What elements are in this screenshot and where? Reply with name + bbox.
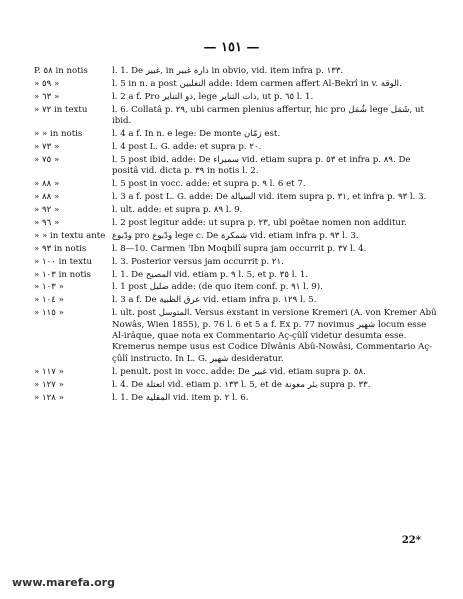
entry-reference: » ١٠٣ »: [34, 282, 64, 293]
corrigendum-entry: [34, 129, 439, 140]
entry-reference: » ٩٢ »: [34, 204, 60, 215]
entry-text: l. 5 in n. a post التغلبين adde: Idem carmen affert Al-Bekrî in v. الوقة.: [112, 78, 402, 89]
entry-reference: » ٧٣ »: [34, 141, 60, 152]
entry-reference: » ٨٨ »: [34, 179, 60, 190]
corrigendum-entry: [34, 270, 439, 281]
entry-reference: » ١٢٧ »: [34, 379, 64, 390]
entry-text: l. 4. De اتعتلة vid. etiam p. ١٣٣ l. 5, et de بئر معونة supra p. ٣٣.: [112, 379, 371, 390]
page-number: 22*: [401, 535, 421, 546]
corrigenda-list: [34, 66, 439, 405]
entry-reference: » ١١٥ »: [34, 308, 64, 319]
corrigendum-entry: [34, 367, 439, 378]
corrigendum-entry: [34, 393, 439, 404]
corrigendum-entry: [34, 192, 439, 203]
corrigendum-entry: [34, 231, 439, 242]
entry-reference: » ٩٣ in notis: [34, 243, 87, 254]
entry-text: l. 5 post in vocc. adde: et supra p. ٩ l. 6 et 7.: [112, 179, 306, 190]
entry-reference: » ٧٥ »: [34, 154, 60, 165]
corrigendum-entry: [34, 244, 439, 255]
footer-website: www.marefa.org: [12, 576, 115, 589]
entry-text: l. 1 post ضليل adde: (de quo item conf. p. ٩١ l. 9).: [112, 282, 323, 293]
corrigendum-entry: [34, 282, 439, 293]
entry-text: l. 5 post ibid. adde: De سميراء vid. etiam supra p. ٥٣ et infra p. ٨٩. De positâ vid. dicta p. ٣٩ in notis l. 2.: [112, 154, 411, 177]
corrigendum-entry: [34, 179, 439, 190]
entry-reference: » ٩٦ »: [34, 217, 60, 228]
page-header: — ١٥١ —: [203, 40, 260, 55]
entry-text: l. ult. adde: et supra p. ٨٩ l. 9.: [112, 204, 243, 215]
corrigendum-entry: [34, 380, 439, 391]
entry-reference: » ١١٧ »: [34, 366, 64, 377]
corrigendum-entry: [34, 105, 439, 128]
entry-text: l. ult. post المتوسل. Versus exstant in versione Kremeri (A. von Kremer Abû Nowâs, Wien 1855), p. 76 l. 6 et 5 a f. Ex p. 77 novimus شهير locum esse Al-irâque, quae nota ex Commentario Aç-çûlî videtur desumta esse. Kremerus nempe usus est Codice Dîwânis Abû-Nowâsi, Commentario Aç-çûlî instructo. In L. G. شهير desideratur.: [112, 308, 437, 364]
entry-reference: » ١٠٣ in notis: [34, 269, 91, 280]
entry-text: l. 1. De غبير, in ذارة غبير in obvio, vid. item infra p. ١٣٣.: [112, 66, 344, 76]
entry-reference: » ٨٨ »: [34, 192, 60, 203]
entry-reference: » ١٢٨ »: [34, 392, 64, 403]
entry-reference: » » in notis: [34, 129, 83, 140]
entry-reference: » ٦٣ »: [34, 91, 60, 102]
entry-reference: P. ٥٨ in notis: [34, 66, 88, 76]
corrigendum-entry: [34, 308, 439, 365]
corrigendum-entry: [34, 79, 439, 90]
entry-text: l. 8—10. Carmen 'Ibn Moqbilî supra jam occurrit p. ٣٧ l. 4.: [112, 243, 367, 254]
entry-text: l. 4 post L. G. adde: et supra p. ٢٠.: [112, 141, 262, 152]
entry-text: l. 3 a f. De عرق الظبية vid. etiam infra p. ١٢٩ l. 5.: [112, 295, 317, 306]
entry-text: l. 1. De المقلية vid. item p. ٢ l. 6.: [112, 392, 249, 403]
entry-reference: » ١٠٤ »: [34, 295, 64, 306]
corrigendum-entry: [34, 142, 439, 153]
entry-text: ودّبوع pro ودّبوع lege c. De شمكرة vid. etiam infra p. ٩٣ l. 3.: [112, 230, 359, 241]
entry-reference: » » in textu ante: [34, 230, 106, 241]
corrigendum-entry: [34, 218, 439, 229]
entry-text: l. 3. Posterior versus jam occurrit p. ٢١.: [112, 256, 284, 267]
entry-text: l. penult. post in vocc. adde: De غبير vid. etiam supra p. ٥٨.: [112, 366, 366, 377]
entry-reference: » ١٠٠ in textu: [34, 256, 92, 267]
corrigendum-entry: [34, 155, 439, 178]
entry-text: l. 4 a f. In n. e lege: De monte زمّان est.: [112, 129, 281, 140]
corrigendum-entry: [34, 205, 439, 216]
entry-text: l. 2 a f. Pro ذو التناير, lege ذات التناير, ut p. ٦٥ l. 1.: [112, 91, 314, 102]
entry-text: l. 1. De المصيح vid. etiam p. ٩ l. 5, et p. ٣٥ l. 1.: [112, 269, 309, 280]
entry-text: l. 3 a f. post L. G. adde: De السيالة vid. item supra p. ٣١, et infra p. ٩٣ l. 3.: [112, 192, 427, 203]
corrigendum-entry: [34, 66, 439, 77]
entry-text: l. 6. Collatâ p. ٢٩, ubi carmen plenius affertur, hic pro شُمَل lege شَمَل, ut ibid.: [112, 104, 424, 127]
corrigendum-entry: [34, 92, 439, 103]
entry-text: l. 2 post legitur adde: ut supra p. ٢٣, ubi poëtae nomen non additur.: [112, 217, 407, 228]
entry-reference: » ٥٩ »: [34, 78, 60, 89]
corrigendum-entry: [34, 257, 439, 268]
corrigendum-entry: [34, 295, 439, 306]
entry-reference: » ٧٢ in textu: [34, 104, 88, 115]
